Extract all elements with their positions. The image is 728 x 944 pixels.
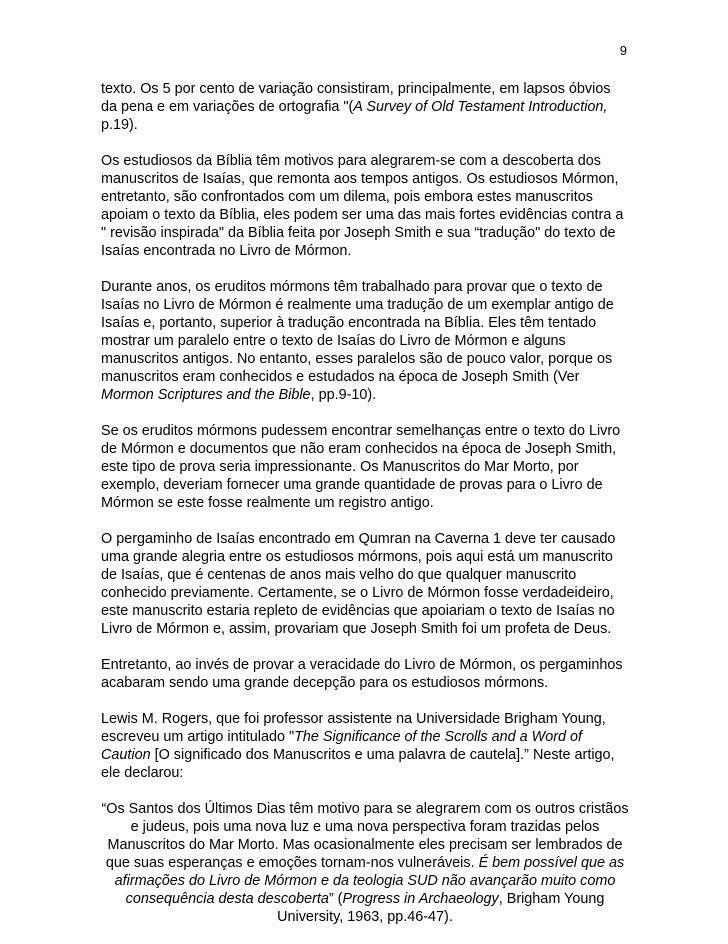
block-quote — [101, 800, 629, 926]
italic-text: É bem possível que as afirmações do Livro de Mórmon e da teologia SUD não avançarão muito como consequência desta descoberta — [114, 855, 625, 907]
text-run: [O significado dos Manuscritos e uma palavra de cautela].” Neste artigo, ele declarou: — [101, 747, 615, 781]
italic-text: A Survey of Old Testament Introduction, — [353, 99, 608, 115]
page-number: 9 — [619, 43, 627, 58]
paragraph — [101, 530, 629, 638]
paragraph — [101, 422, 629, 512]
italic-text: The Significance of the Scrolls and a Word of Caution — [101, 729, 583, 763]
text-run: , pp.9-10). — [310, 387, 377, 403]
italic-text: Progress in Archaeology — [342, 891, 499, 907]
paragraph — [101, 710, 629, 782]
paragraph — [101, 278, 629, 404]
text-run: ” ( — [328, 891, 343, 907]
text-run: texto. Os 5 por cento de variação consistiram, principalmente, em lapsos óbvios da pena e em variações de ortografia "( — [101, 81, 611, 115]
body-text — [101, 80, 629, 944]
text-run: Durante anos, os eruditos mórmons têm trabalhado para provar que o texto de Isaías no Livro de Mórmon é realmente uma tradução de um exemplar antigo de Isaías e, portanto, superior à tradução encontrada na Bíblia. Eles têm tentado mostrar um paralelo entre o texto de Isaías do Livro de Mórmon e alguns manuscritos antigos. No entanto, esses paralelos são de pouco valor, porque os manuscritos eram conhecidos e estudados na época de Joseph Smith (Ver — [101, 279, 614, 385]
paragraph — [101, 152, 629, 260]
paragraph — [101, 80, 629, 134]
text-run: Se os eruditos mórmons pudessem encontrar semelhanças entre o texto do Livro de Mórmon e documentos que não eram conhecidos na época de Joseph Smith, este tipo de prova seria impressionante. Os Manuscritos do Mar Morto, por exemplo, deveriam fornecer uma grande quantidade de provas para o Livro de Mórmon se este fosse realmente um registro antigo. — [101, 423, 621, 511]
text-run: Entretanto, ao invés de provar a veracidade do Livro de Mórmon, os pergaminhos acabaram sendo uma grande decepção para os estudiosos mórmons. — [101, 657, 623, 691]
text-run: Os estudiosos da Bíblia têm motivos para alegrarem-se com a descoberta dos manuscritos de Isaías, que remonta aos tempos antigos. Os estudiosos Mórmon, entretanto, são confrontados com um dilema, pois embora estes manuscritos apoiam o texto da Bíblia, eles podem ser uma das mais fortes evidências contra a " revisão inspirada" da Bíblia feita por Joseph Smith e sua “tradução" do texto de Isaías encontrada no Livro de Mórmon. — [101, 153, 624, 259]
paragraph — [101, 656, 629, 692]
text-run: “Os Santos dos Últimos Dias têm motivo para se alegrarem com os outros cristãos e judeus, pois uma nova luz e uma nova perspectiva foram trazidas pelos Manuscritos do Mar Morto. Mas ocasionalmente eles precisam ser lembrados de que suas esperanças e emoções tornam-nos vulneráveis. — [101, 801, 629, 871]
text-run: Lewis M. Rogers, que foi professor assistente na Universidade Brigham Young, escreveu um artigo intitulado " — [101, 711, 606, 745]
text-run: , Brigham Young University, 1963, pp.46-47). — [277, 891, 605, 925]
italic-text: Mormon Scriptures and the Bible — [101, 387, 311, 403]
text-run: O pergaminho de Isaías encontrado em Qumran na Caverna 1 deve ter causado uma grande alegria entre os estudiosos mórmons, pois aqui está um manuscrito de Isaías, que é centenas de anos mais velho do que qualquer manuscrito conhecido previamente. Certamente, se o Livro de Mórmon fosse verdadeideiro, este manuscrito estaria repleto de evidências que apoiariam o texto de Isaías no Livro de Mórmon e, assim, provariam que Joseph Smith foi um profeta de Deus. — [101, 531, 616, 637]
text-run: p.19). — [101, 117, 138, 133]
